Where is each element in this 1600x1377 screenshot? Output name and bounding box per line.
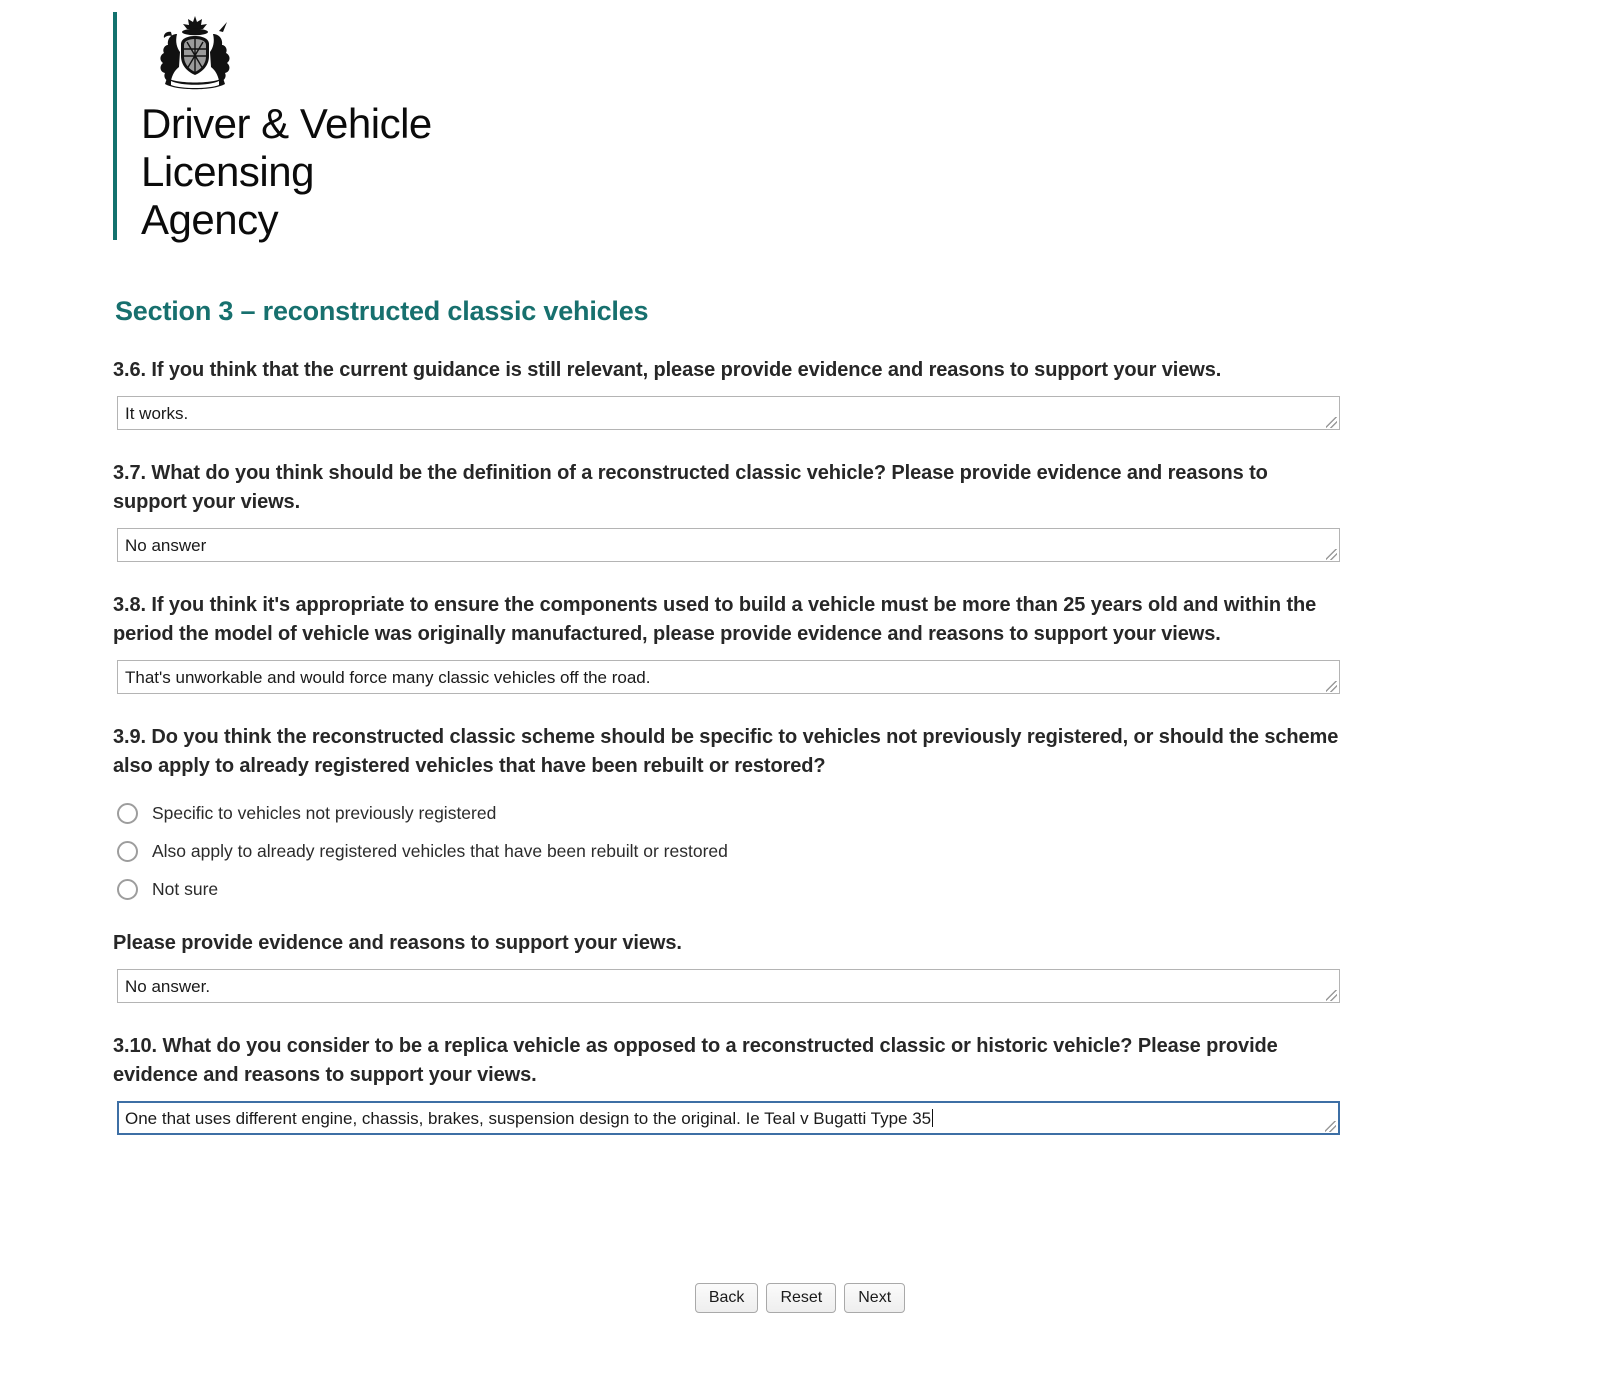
question-3-7-label: 3.7. What do you think should be the definition of a reconstructed classic vehicle? Please provide evidence and reasons to support your views. (113, 462, 1268, 513)
resize-handle-icon[interactable] (1326, 417, 1337, 428)
question-3-9 (113, 723, 1340, 1003)
radio-option-not-sure-label: Not sure (152, 878, 219, 899)
section-heading: Section 3 – reconstructed classic vehicles (115, 296, 649, 326)
question-3-8-textarea[interactable] (117, 660, 1340, 694)
question-3-9-textarea[interactable] (117, 969, 1340, 1003)
question-3-6-textarea[interactable] (117, 396, 1340, 430)
question-3-7-textarea[interactable] (117, 528, 1340, 562)
question-3-6 (113, 356, 1340, 430)
radio-option-specific-label: Specific to vehicles not previously registered (152, 802, 497, 823)
radio-option-also-apply[interactable] (113, 833, 1340, 869)
question-3-9-value: No answer. (125, 977, 211, 996)
radio-option-also-apply-label: Also apply to already registered vehicles that have been rebuilt or restored (152, 840, 728, 861)
text-cursor (932, 1109, 933, 1127)
radio-button-icon[interactable] (117, 803, 138, 824)
next-button[interactable]: Next (844, 1283, 905, 1313)
resize-handle-icon[interactable] (1326, 990, 1337, 1001)
question-3-7 (113, 459, 1340, 562)
logo-accent-rule (113, 12, 117, 240)
radio-option-not-sure[interactable] (113, 871, 1340, 907)
radio-option-specific[interactable] (113, 795, 1340, 831)
question-3-10 (113, 1032, 1340, 1135)
question-3-9-radio-group (113, 795, 1340, 907)
question-3-10-label: 3.10. What do you consider to be a replica vehicle as opposed to a reconstructed classic or historic vehicle? Please provide evidence and reasons to support your views. (113, 1035, 1278, 1086)
question-3-10-textarea[interactable] (117, 1101, 1340, 1135)
resize-handle-icon[interactable] (1326, 681, 1337, 692)
question-3-8-value: That's unworkable and would force many classic vehicles off the road. (125, 668, 651, 687)
resize-handle-icon[interactable] (1325, 1121, 1336, 1132)
question-3-9-sub-label: Please provide evidence and reasons to support your views. (113, 932, 682, 954)
reset-button[interactable]: Reset (766, 1283, 836, 1313)
logo-line-2: Licensing (141, 148, 314, 195)
question-3-6-label: 3.6. If you think that the current guidance is still relevant, please provide evidence and reasons to support your views. (113, 359, 1222, 381)
dvla-logo (113, 12, 432, 244)
question-3-6-value: It works. (125, 404, 189, 423)
radio-button-icon[interactable] (117, 879, 138, 900)
question-3-7-value: No answer (125, 536, 207, 555)
logo-content (141, 12, 432, 244)
royal-coat-of-arms-icon (147, 12, 243, 94)
question-3-8-label: 3.8. If you think it's appropriate to ensure the components used to build a vehicle must be more than 25 years old and within the period the model of vehicle was originally manufactured, please provide evidence and reasons to support your views. (113, 594, 1317, 645)
resize-handle-icon[interactable] (1326, 549, 1337, 560)
back-button[interactable]: Back (695, 1283, 759, 1313)
logo-line-1: Driver & Vehicle (141, 100, 432, 147)
question-3-10-value-wrap (125, 1108, 933, 1129)
questions-container (113, 356, 1340, 1157)
question-3-10-value: One that uses different engine, chassis, brakes, suspension design to the original. Ie Teal v Bugatti Type 35 (125, 1109, 932, 1128)
form-button-bar (0, 1283, 1600, 1313)
radio-button-icon[interactable] (117, 841, 138, 862)
question-3-8 (113, 591, 1340, 694)
question-3-9-label: 3.9. Do you think the reconstructed classic scheme should be specific to vehicles not previously registered, or should the scheme also apply to already registered vehicles that have been rebuilt or restored? (113, 726, 1339, 777)
logo-line-3: Agency (141, 196, 279, 243)
